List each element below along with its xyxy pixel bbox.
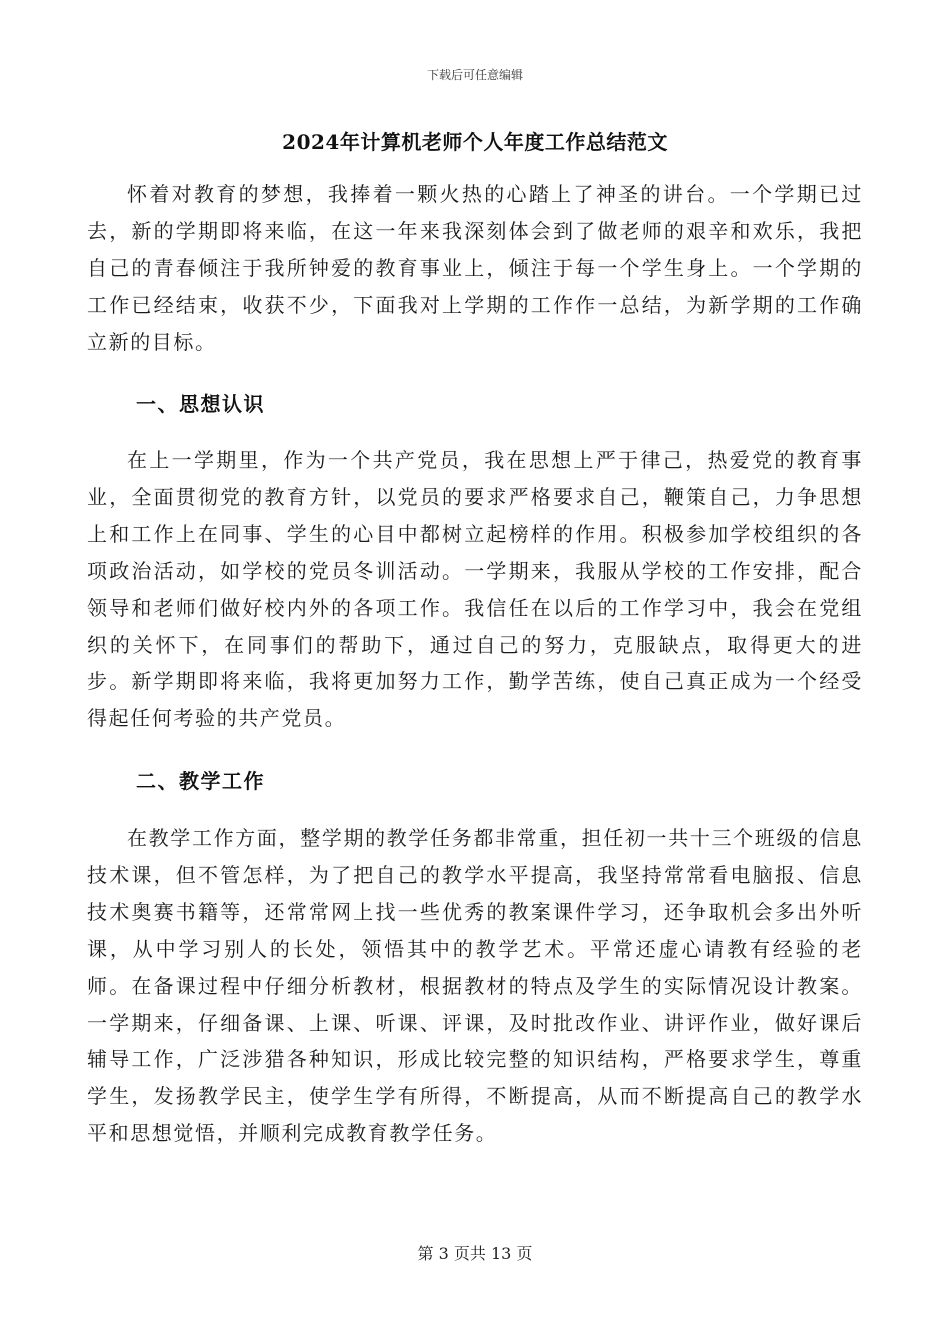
section-heading-ideology: 一、思想认识 (136, 392, 265, 416)
document-title: 2024年计算机老师个人年度工作总结范文 (282, 130, 668, 154)
section-body-block-teaching (87, 820, 863, 1152)
section-paragraph-teaching: 在教学工作方面，整学期的教学任务都非常重，担任初一共十三个班级的信息技术课，但不管怎样，为了把自己的教学水平提高，我坚持常常看电脑报、信息技术奥赛书籍等，还常常网上找一些优秀的教案课件学习，还争取机会多出外听课，从中学习别人的长处，领悟其中的教学艺术。平常还虚心请教有经验的老师。在备课过程中仔细分析教材，根据教材的特点及学生的实际情况设计教案。一学期来，仔细备课、上课、听课、评课，及时批改作业、讲评作业，做好课后辅导工作，广泛涉猎各种知识，形成比较完整的知识结构，严格要求学生，尊重学生，发扬教学民主，使学生学有所得，不断提高，从而不断提高自己的教学水平和思想觉悟，并顺利完成教育教学任务。 (87, 826, 863, 1146)
intro-paragraph-block (87, 176, 863, 361)
section-body-block-ideology (87, 442, 863, 737)
header-note: 下载后可任意编辑 (426, 68, 523, 82)
section-paragraph-ideology: 在上一学期里，作为一个共产党员，我在思想上严于律己，热爱党的教育事业，全面贯彻党的教育方针，以党员的要求严格要求自己，鞭策自己，力争思想上和工作上在同事、学生的心目中都树立起榜样的作用。积极参加学校组织的各项政治活动，如学校的党员冬训活动。一学期来，我服从学校的工作安排，配合领导和老师们做好校内外的各项工作。我信任在以后的工作学习中，我会在党组织的关怀下，在同事们的帮助下，通过自己的努力，克服缺点，取得更大的进步。新学期即将来临，我将更加努力工作，勤学苦练，使自己真正成为一个经受得起任何考验的共产党员。 (87, 448, 863, 731)
intro-paragraph: 怀着对教育的梦想，我捧着一颗火热的心踏上了神圣的讲台。一个学期已过去，新的学期即将来临，在这一年来我深刻体会到了做老师的艰辛和欢乐，我把自己的青春倾注于我所钟爱的教育事业上，倾注于每一个学生身上。一个学期的工作已经结束，收获不少，下面我对上学期的工作作一总结，为新学期的工作确立新的目标。 (87, 182, 863, 354)
section-heading-teaching: 二、教学工作 (136, 769, 265, 793)
page-number-footer: 第 3 页共 13 页 (417, 1244, 533, 1263)
